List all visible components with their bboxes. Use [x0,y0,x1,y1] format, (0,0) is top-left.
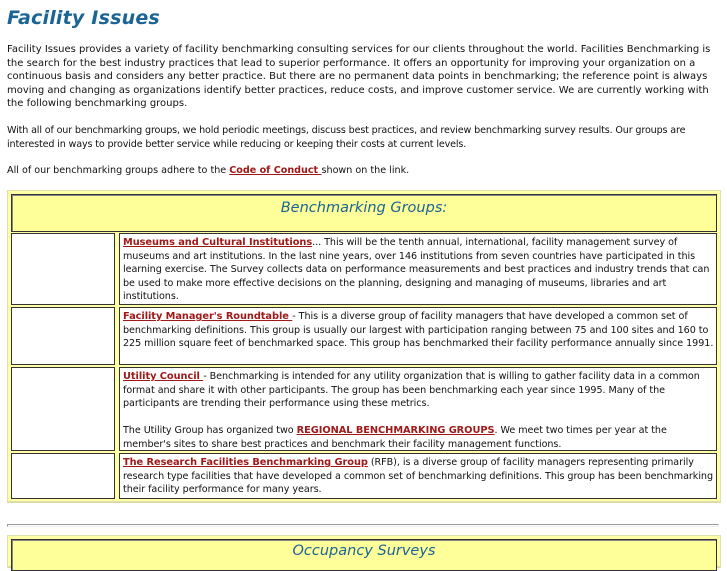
occupancy-table-header [11,539,717,571]
regional-text-after: . We meet two times per year at the member's sites to share best practices and benchmark their facility management functions. [123,425,667,450]
groups-table-header [11,194,717,232]
intro-paragraph: Facility Issues provides a variety of facility benchmarking consulting services for our clients throughout the world. Facilities Benchmarking is the search for the best industry practices that lead to superior performance. It offers an opportunity for improving your organization on a continuous basis and considers any better practice. But there are no permanent data points in benchmarking; the reference point is always moving and changing as organizations identify better practices, reduce costs, and improve customer service. We are currently working with the following benchmarking groups. [7,44,711,110]
group-description-cell [119,367,717,451]
regional-groups-link[interactable]: REGIONAL BENCHMARKING GROUPS [296,425,495,437]
conduct-paragraph [7,164,721,178]
roundtable-link[interactable]: Facility Manager's Roundtable [123,311,293,322]
code-of-conduct-link[interactable]: Code of Conduct [229,165,322,176]
meetings-paragraph: With all of our benchmarking groups, we hold periodic meetings, discuss best practices, and review benchmarking survey results. Our groups are interested in ways to provide better service while reducing or keeping their costs at current levels. [7,125,686,150]
group-description: (RFB), is a diverse group of facility managers representing primarily research type facilities that have developed a common set of benchmarking definitions. This group has been benchmarking their facility performance for many years. [123,457,714,496]
research-facilities-link[interactable]: The Research Facilities Benchmarking Group [123,457,368,468]
empty-image-cell [11,233,115,305]
table-row [11,367,717,451]
occupancy-table-heading: Occupancy Surveys [292,543,436,559]
spacer [123,411,714,425]
occupancy-surveys-table [7,535,721,567]
group-description: - Benchmarking is intended for any utility organization that is willing to gather facility data in a common format and share it with other participants. The group has been benchmarking each year since 1995. Many of the participants are trending their performance using these metrics. [123,371,700,410]
benchmarking-groups-table [7,190,721,502]
group-description-cell [119,453,717,499]
page-title: Facility Issues [7,7,160,29]
table-row [11,453,717,499]
table-row [11,233,717,305]
group-description-cell [119,307,717,365]
empty-image-cell [11,453,115,499]
conduct-text-before: All of our benchmarking groups adhere to the [7,165,230,176]
table-row [11,307,717,365]
museums-link[interactable]: Museums and Cultural Institutions [123,237,313,248]
group-description: - This is a diverse group of facility managers that have developed a common set of benchmarking definitions. This group is usually our largest with participation ranging between 75 and 100 sites and 160 to 225 million square feet of benchmarked space. This group has benchmarked their facility performance annually since 1991. [123,311,714,350]
empty-image-cell [11,307,115,365]
conduct-text-after: shown on the link. [321,165,410,176]
group-description: ... This will be the tenth annual, international, facility management survey of museums and art institutions. In the last nine years, over 146 institutions from seven countries have participated in this learning exercise. The Survey collects data on performance measurements and best practices and industry trends that can be used to make more effective decisions on the planning, designing and managing of museums, libraries and art institutions. [123,237,710,303]
utility-council-link[interactable]: Utility Council [123,371,204,382]
group-description-cell [119,233,717,305]
regional-text-before: The Utility Group has organized two [123,425,297,437]
groups-table-heading: Benchmarking Groups: [280,200,448,216]
horizontal-rule [7,524,719,527]
empty-image-cell [11,367,115,451]
